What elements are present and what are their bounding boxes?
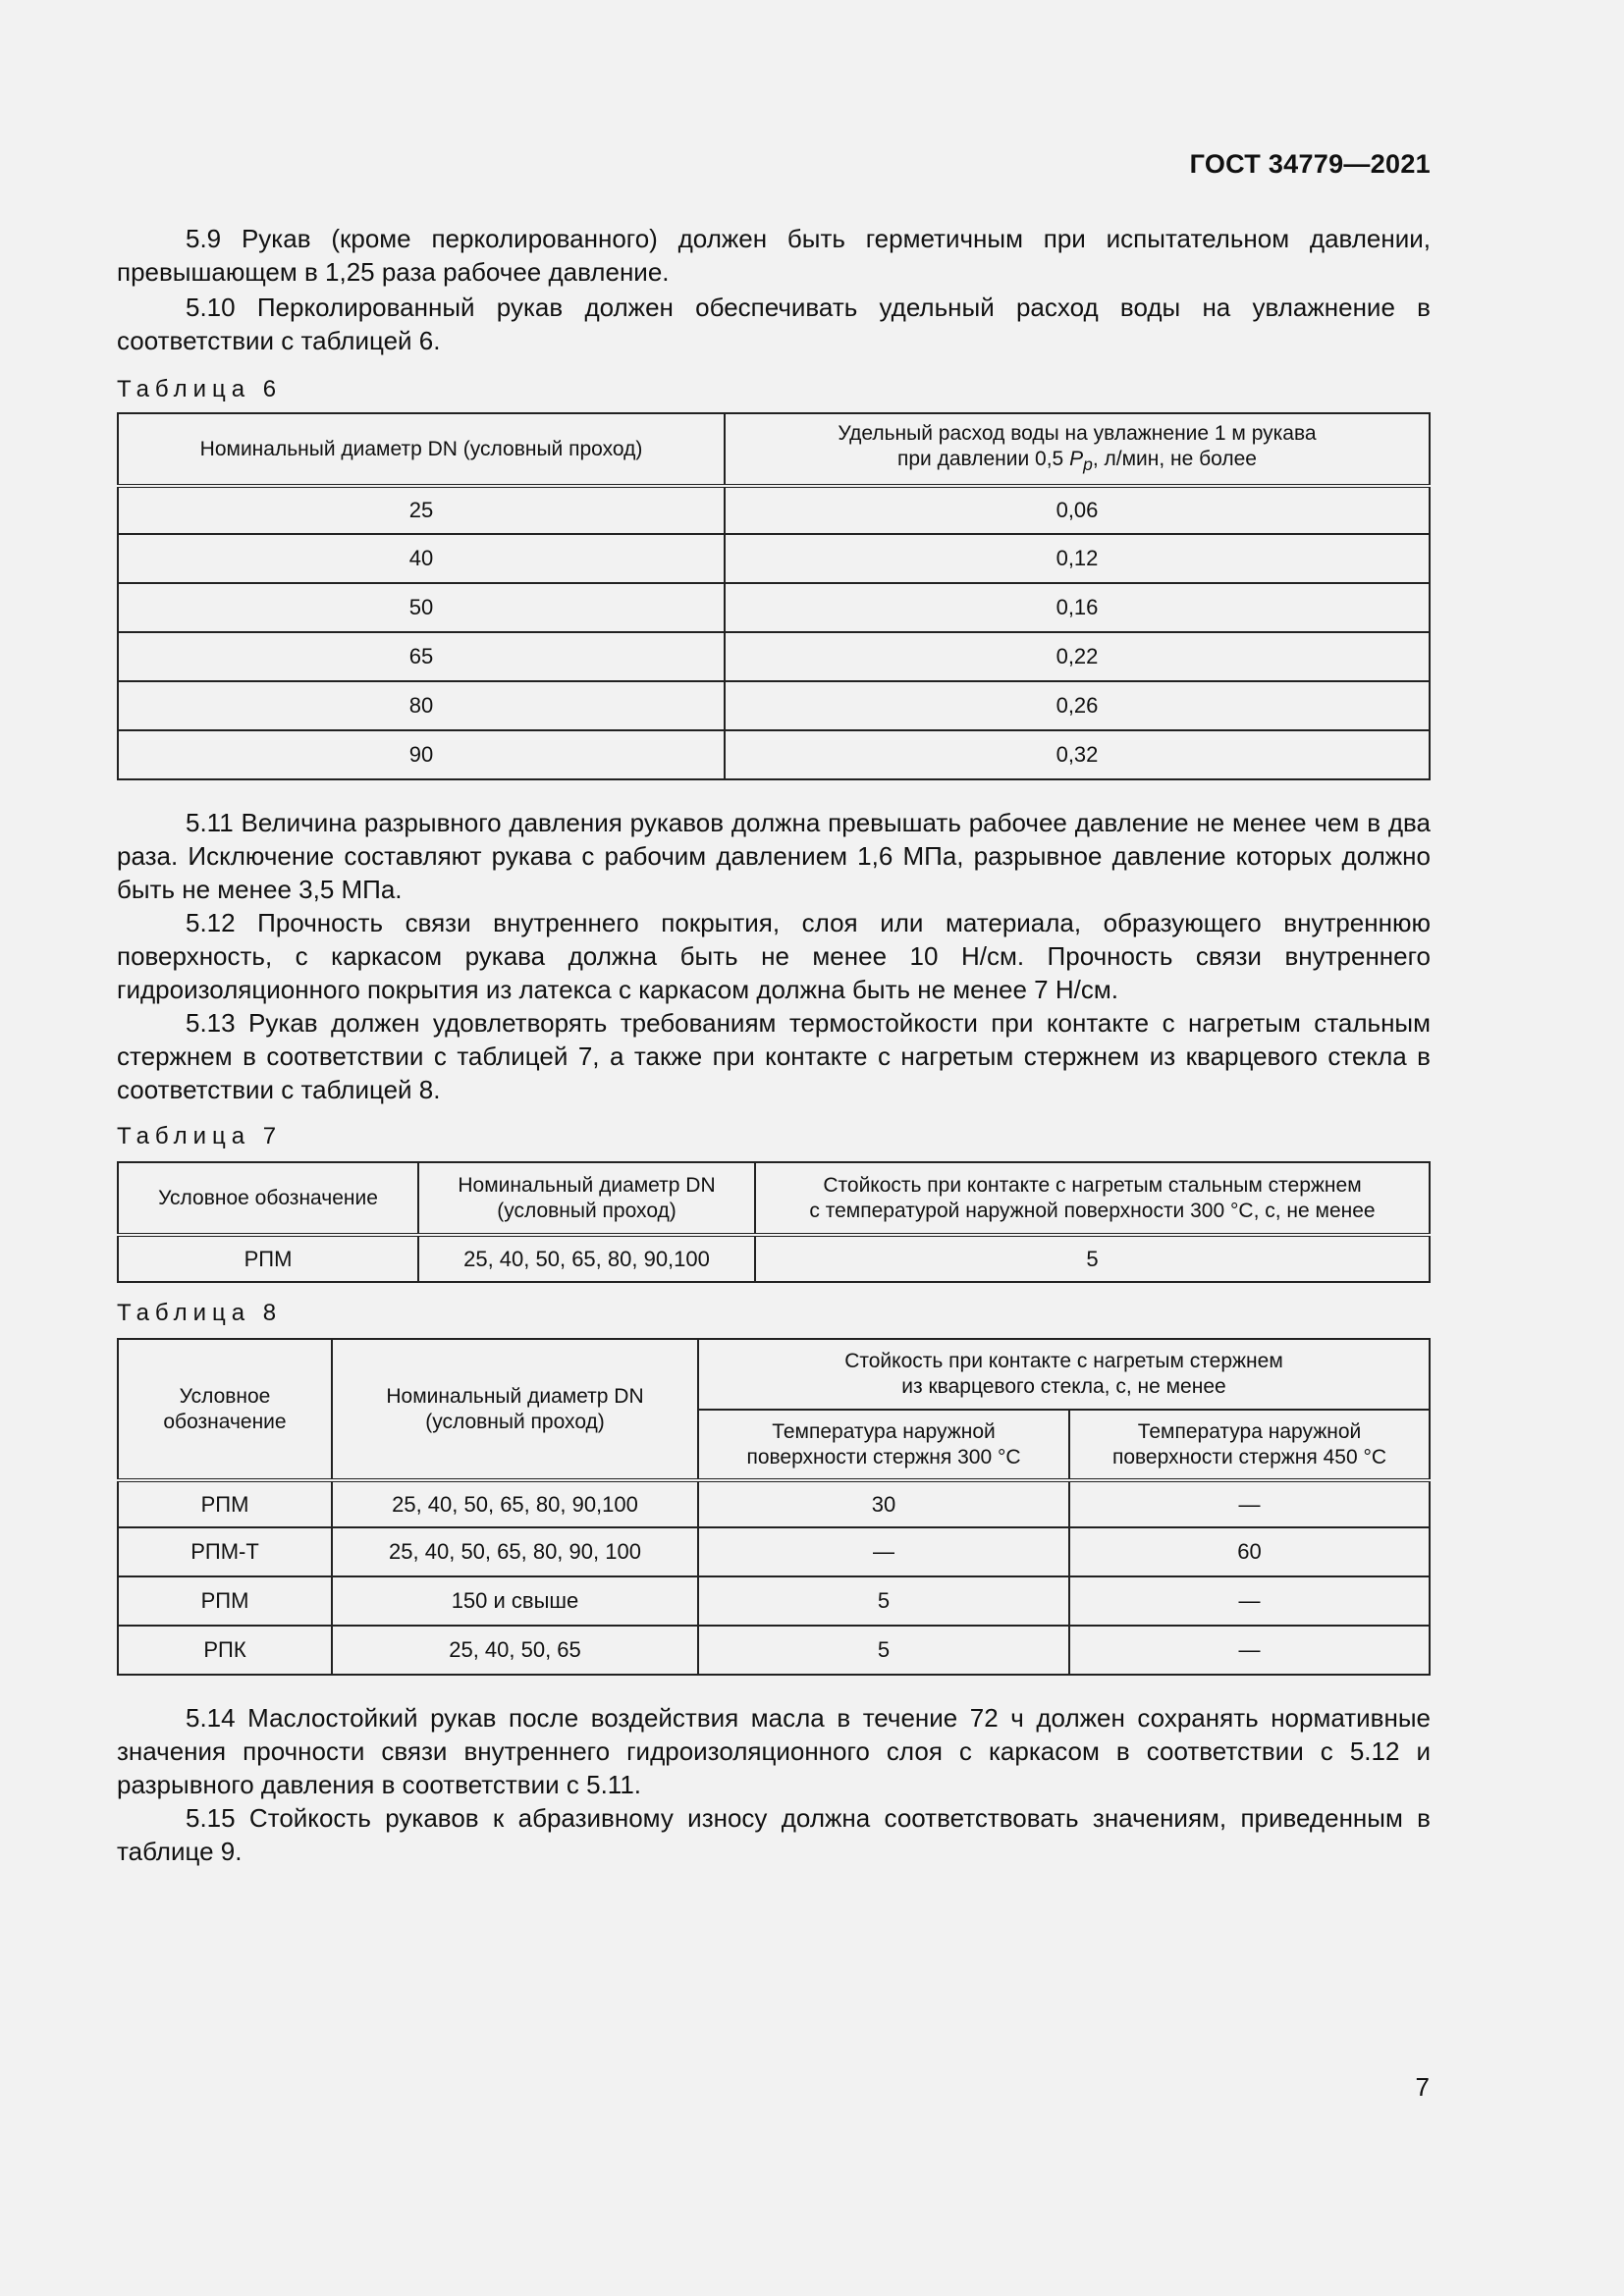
table8-cell: —	[1069, 1480, 1430, 1527]
paragraph-5-13: 5.13 Рукав должен удовлетворять требованиям термостойкости при контакте с нагретым стальным стержнем в соответствии с таблицей 7, а также при контакте с нагретым стержнем из кварцевого стекла в соответствии с таблицей 8.	[117, 1008, 1431, 1104]
table7-header-resistance-line2: с температурой наружной поверхности 300 °С, с, не менее	[809, 1199, 1376, 1222]
table7-caption: Таблица 7	[117, 1123, 283, 1149]
table6	[117, 412, 1431, 780]
table8-caption: Таблица 8	[117, 1300, 283, 1326]
table-row	[118, 486, 1430, 534]
table6-header-flow-subscript: р	[1083, 454, 1093, 475]
page-content	[117, 222, 1431, 1868]
table8-header-temp-450	[1069, 1410, 1430, 1480]
table8-cell: РПК	[118, 1626, 332, 1675]
table-row	[118, 1576, 1430, 1626]
table6-header-flow-pre: при давлении 0,5	[896, 447, 1064, 470]
table7-header-designation: Условное обозначение	[118, 1162, 418, 1235]
table8-cell: 5	[698, 1576, 1069, 1626]
table7-header-diameter-line1: Номинальный диаметр DN	[458, 1173, 716, 1197]
table6-cell: 65	[118, 632, 725, 681]
table-row	[118, 1527, 1430, 1576]
table7-cell: 25, 40, 50, 65, 80, 90,100	[418, 1235, 755, 1282]
paragraph-5-14: 5.14 Маслостойкий рукав после воздействия масла в течение 72 ч должен сохранять нормативные значения прочности связи внутреннего гидроизоляционного слоя с каркасом в соответствии с 5.12 и разрывного давления в соответствии с 5.11.	[117, 1703, 1431, 1799]
table7-header-diameter-line2: (условный проход)	[497, 1199, 677, 1222]
table6-header-flow	[725, 413, 1430, 486]
table6-cell: 40	[118, 534, 725, 583]
table6-cell: 50	[118, 583, 725, 632]
table6-header-flow-post: , л/мин, не более	[1092, 447, 1257, 470]
table7-cell: РПМ	[118, 1235, 418, 1282]
table-row	[118, 1235, 1430, 1282]
table8-header-diameter	[332, 1339, 698, 1480]
table8-cell: —	[1069, 1626, 1430, 1675]
table8-header-resistance-group	[698, 1339, 1430, 1410]
table8-header-group-line2: из кварцевого стекла, с, не менее	[901, 1375, 1226, 1398]
table8-header-temp450-line1: Температура наружной	[1137, 1419, 1362, 1443]
table7-header-resistance	[755, 1162, 1430, 1235]
table8-cell: РПМ	[118, 1480, 332, 1527]
table6-cell: 25	[118, 486, 725, 534]
table8-header-designation-line1: Условное	[179, 1384, 271, 1408]
table8-header-temp300-line1: Температура наружной	[772, 1419, 996, 1443]
table-row	[118, 1480, 1430, 1527]
table6-cell: 80	[118, 681, 725, 730]
table8-header-group-line1: Стойкость при контакте с нагретым стержнем	[844, 1350, 1283, 1372]
table8-cell: 5	[698, 1626, 1069, 1675]
table8-header-temp-300	[698, 1410, 1069, 1480]
table-row	[118, 1626, 1430, 1675]
table8-header-diameter-line2: (условный проход)	[425, 1410, 605, 1433]
table-row	[118, 632, 1430, 681]
paragraph-5-9: 5.9 Рукав (кроме перколированного) должен быть герметичным при испытательном давлении, превышающем в 1,25 раза рабочее давление.	[117, 224, 1431, 287]
table6-cell: 0,22	[725, 632, 1430, 681]
table8-cell: 25, 40, 50, 65, 80, 90,100	[332, 1480, 698, 1527]
document-header: ГОСТ 34779—2021	[1189, 149, 1431, 179]
table8-header-temp450-line2: поверхности стержня 450 °С	[1111, 1445, 1387, 1468]
table-row	[118, 730, 1430, 779]
table6-header-flow-line1: Удельный расход воды на увлажнение 1 м рукава	[838, 421, 1317, 445]
table6-caption: Таблица 6	[117, 376, 283, 402]
table8-header-designation	[118, 1339, 332, 1480]
table8	[117, 1338, 1431, 1676]
table6-header-flow-symbol: P	[1069, 447, 1084, 470]
table8-cell: РПМ	[118, 1576, 332, 1626]
table6-header-diameter: Номинальный диаметр DN (условный проход)	[118, 413, 725, 486]
table7-cell: 5	[755, 1235, 1430, 1282]
table8-cell: 150 и свыше	[332, 1576, 698, 1626]
paragraph-5-12: 5.12 Прочность связи внутреннего покрытия, слоя или материала, образующего внутреннюю поверхность, с каркасом рукава должна быть не менее 10 Н/см. Прочность связи внутреннего гидроизоляционного покрытия из латекса с каркасом должна быть не менее 7 Н/см.	[117, 908, 1431, 1004]
table8-cell: РПМ-Т	[118, 1527, 332, 1576]
table8-cell: 30	[698, 1480, 1069, 1527]
table6-cell: 0,06	[725, 486, 1430, 534]
table-row	[118, 534, 1430, 583]
table-row	[118, 681, 1430, 730]
table6-cell: 0,16	[725, 583, 1430, 632]
paragraph-5-15: 5.15 Стойкость рукавов к абразивному износу должна соответствовать значениям, приведенным в таблице 9.	[117, 1803, 1431, 1866]
table7	[117, 1161, 1431, 1283]
table8-cell: 25, 40, 50, 65	[332, 1626, 698, 1675]
table8-cell: —	[1069, 1576, 1430, 1626]
table6-cell: 0,26	[725, 681, 1430, 730]
table7-header-resistance-line1: Стойкость при контакте с нагретым стальным стержнем	[823, 1173, 1362, 1197]
table8-cell: 60	[1069, 1527, 1430, 1576]
table8-cell: —	[698, 1527, 1069, 1576]
table-row	[118, 583, 1430, 632]
table8-header-designation-line2: обозначение	[163, 1410, 287, 1433]
table8-header-temp300-line2: поверхности стержня 300 °С	[746, 1445, 1021, 1468]
table8-cell: 25, 40, 50, 65, 80, 90, 100	[332, 1527, 698, 1576]
table6-cell: 0,12	[725, 534, 1430, 583]
table6-cell: 90	[118, 730, 725, 779]
table7-header-diameter	[418, 1162, 755, 1235]
paragraph-5-11: 5.11 Величина разрывного давления рукавов должна превышать рабочее давление не менее чем в два раза. Исключение составляют рукава с рабочим давлением 1,6 МПа, разрывное давление которых должно быть не менее 3,5 МПа.	[117, 808, 1431, 904]
page-number: 7	[1415, 2072, 1430, 2102]
table8-header-diameter-line1: Номинальный диаметр DN	[386, 1384, 644, 1408]
paragraph-5-10: 5.10 Перколированный рукав должен обеспечивать удельный расход воды на увлажнение в соответствии с таблицей 6.	[117, 293, 1431, 355]
table6-cell: 0,32	[725, 730, 1430, 779]
